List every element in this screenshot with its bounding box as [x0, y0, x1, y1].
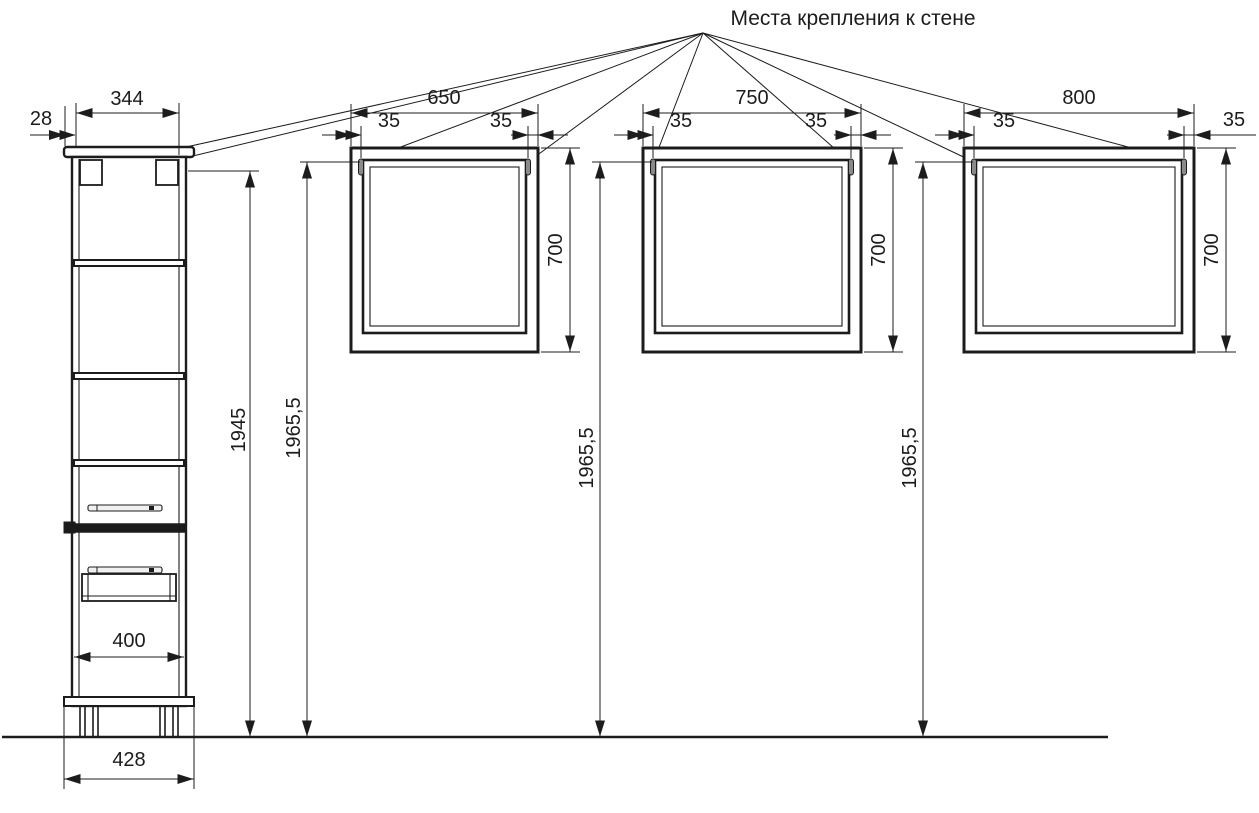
dim-label-mirror3-width: 800 [1062, 87, 1096, 109]
cabinet-body [72, 157, 186, 706]
cabinet-shelf-1 [74, 260, 184, 266]
cabinet-shelf-3 [74, 460, 184, 466]
mirror2-glass-edge [662, 167, 842, 326]
mirror1-hook-left [359, 159, 364, 175]
dim-428 [64, 700, 194, 789]
dim-label-mirror2-mount-height: 1965,5 [576, 427, 598, 489]
dim-label-mirror1-height: 700 [545, 233, 567, 267]
cabinet-mount-bracket-left [80, 160, 102, 185]
cabinet-base-plate [64, 697, 194, 706]
handle-dot [149, 506, 154, 510]
handle-dot [149, 568, 154, 572]
dim-label-mirror2-width: 750 [735, 87, 769, 109]
drawer-handle-top [88, 505, 162, 511]
mirror-cabinet-800 [964, 148, 1194, 352]
cabinet-divider-end-block [64, 522, 75, 533]
mirror3-hook-right [1182, 159, 1187, 175]
mirror3-hook-left [972, 159, 977, 175]
dim-label-mirror3-left-offset: 35 [992, 110, 1016, 132]
dim-label-mirror1-width: 650 [427, 87, 461, 109]
dim-1945 [188, 171, 259, 736]
dim-label-mirror3-right-offset: 35 [1222, 109, 1246, 131]
dim-label-mirror1-left-offset: 35 [377, 110, 401, 132]
mirror2-hook-right [849, 159, 854, 175]
dim-label-cabinet-overhang: 28 [29, 108, 53, 130]
dim-label-mirror3-mount-height: 1965,5 [899, 427, 921, 489]
drawing-title: Места крепления к стене [730, 7, 976, 30]
dim-label-mirror1-right-offset: 35 [489, 110, 513, 132]
dim-label-mirror1-mount-height: 1965,5 [283, 397, 305, 459]
cabinet-mount-bracket-right [156, 160, 178, 185]
dim-label-mirror2-right-offset: 35 [804, 110, 828, 132]
dim-label-cabinet-base-width: 428 [112, 749, 146, 771]
cabinet-shelf-2 [74, 373, 184, 379]
mirror-cabinet-750 [643, 148, 861, 352]
cabinet-drawer-divider [72, 524, 186, 532]
cabinet-feet [80, 706, 178, 736]
dim-label-mirror3-height: 700 [1201, 233, 1223, 267]
drawer-handle-bottom [88, 567, 162, 573]
mirror1-glass-edge [370, 167, 519, 326]
dim-label-mirror2-height: 700 [868, 233, 890, 267]
leader-mirror2-left-hook [653, 33, 703, 163]
dim-label-cabinet-top-width: 344 [110, 88, 144, 110]
cabinet-top-board [64, 147, 194, 157]
dim-label-cabinet-opening-width: 400 [112, 630, 146, 652]
mirror1-hook-right [526, 159, 531, 175]
mirror-cabinet-650 [351, 148, 538, 352]
mirror2-hook-left [651, 159, 656, 175]
drawer-box-frame [82, 574, 176, 601]
dim-label-cabinet-height: 1945 [228, 407, 250, 453]
drawer-box-outer [82, 574, 176, 601]
dim-label-mirror2-left-offset: 35 [669, 110, 693, 132]
leader-mirror3-right-hook [703, 33, 1184, 162]
mirror3-glass-edge [983, 167, 1175, 326]
mount-leader-lines [100, 33, 1184, 166]
